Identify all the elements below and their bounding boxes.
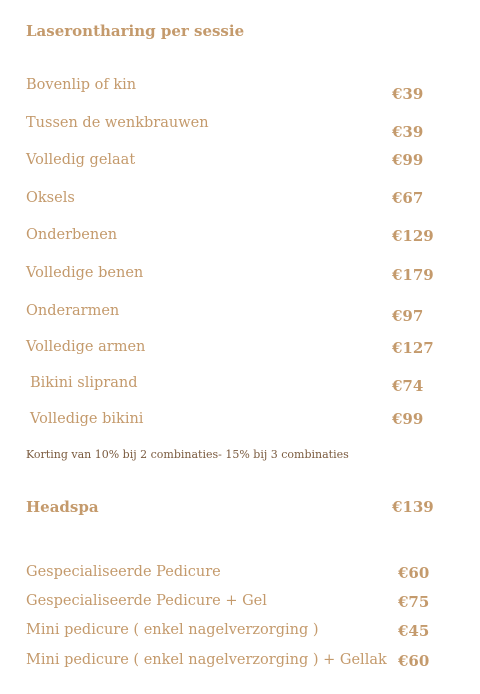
pedicure-item-price: €60 [398, 652, 430, 670]
headspa-price: €139 [392, 498, 434, 516]
laser-item-price: €127 [392, 339, 434, 357]
section-title-laser: Laserontharing per sessie [26, 22, 245, 40]
pedicure-item-label: Gespecialiseerde Pedicure + Gel [26, 593, 267, 609]
laser-item-label: Volledige armen [26, 339, 146, 355]
pedicure-item-price: €60 [398, 564, 430, 582]
laser-item-price: €129 [392, 227, 434, 245]
laser-item-price: €179 [392, 266, 434, 284]
laser-item-label: Onderarmen [26, 303, 120, 319]
laser-item-label: Bikini sliprand [30, 375, 138, 391]
laser-item-price: €99 [392, 410, 424, 428]
pedicure-item-price: €45 [398, 622, 430, 640]
laser-item-label: Volledige bikini [30, 411, 144, 427]
laser-item-label: Oksels [26, 190, 75, 206]
laser-item-label: Volledige benen [26, 265, 144, 281]
laser-item-price: €99 [392, 151, 424, 169]
laser-item-label: Tussen de wenkbrauwen [26, 115, 209, 131]
laser-item-price: €39 [392, 123, 424, 141]
pedicure-item-label: Gespecialiseerde Pedicure [26, 564, 221, 580]
laser-item-price: €39 [392, 85, 424, 103]
pedicure-item-price: €75 [398, 593, 430, 611]
discount-note: Korting van 10% bij 2 combinaties- 15% bij 3 combinaties [26, 448, 349, 461]
pedicure-item-label: Mini pedicure ( enkel nagelverzorging ) [26, 622, 319, 638]
pedicure-item-label: Mini pedicure ( enkel nagelverzorging ) + Gellak [26, 652, 387, 668]
section-title-headspa: Headspa [26, 498, 99, 516]
laser-item-label: Bovenlip of kin [26, 77, 137, 93]
laser-item-price: €74 [392, 377, 424, 395]
laser-item-price: €97 [392, 307, 424, 325]
laser-item-label: Onderbenen [26, 227, 118, 243]
laser-item-price: €67 [392, 189, 424, 207]
laser-item-label: Volledig gelaat [26, 152, 136, 168]
